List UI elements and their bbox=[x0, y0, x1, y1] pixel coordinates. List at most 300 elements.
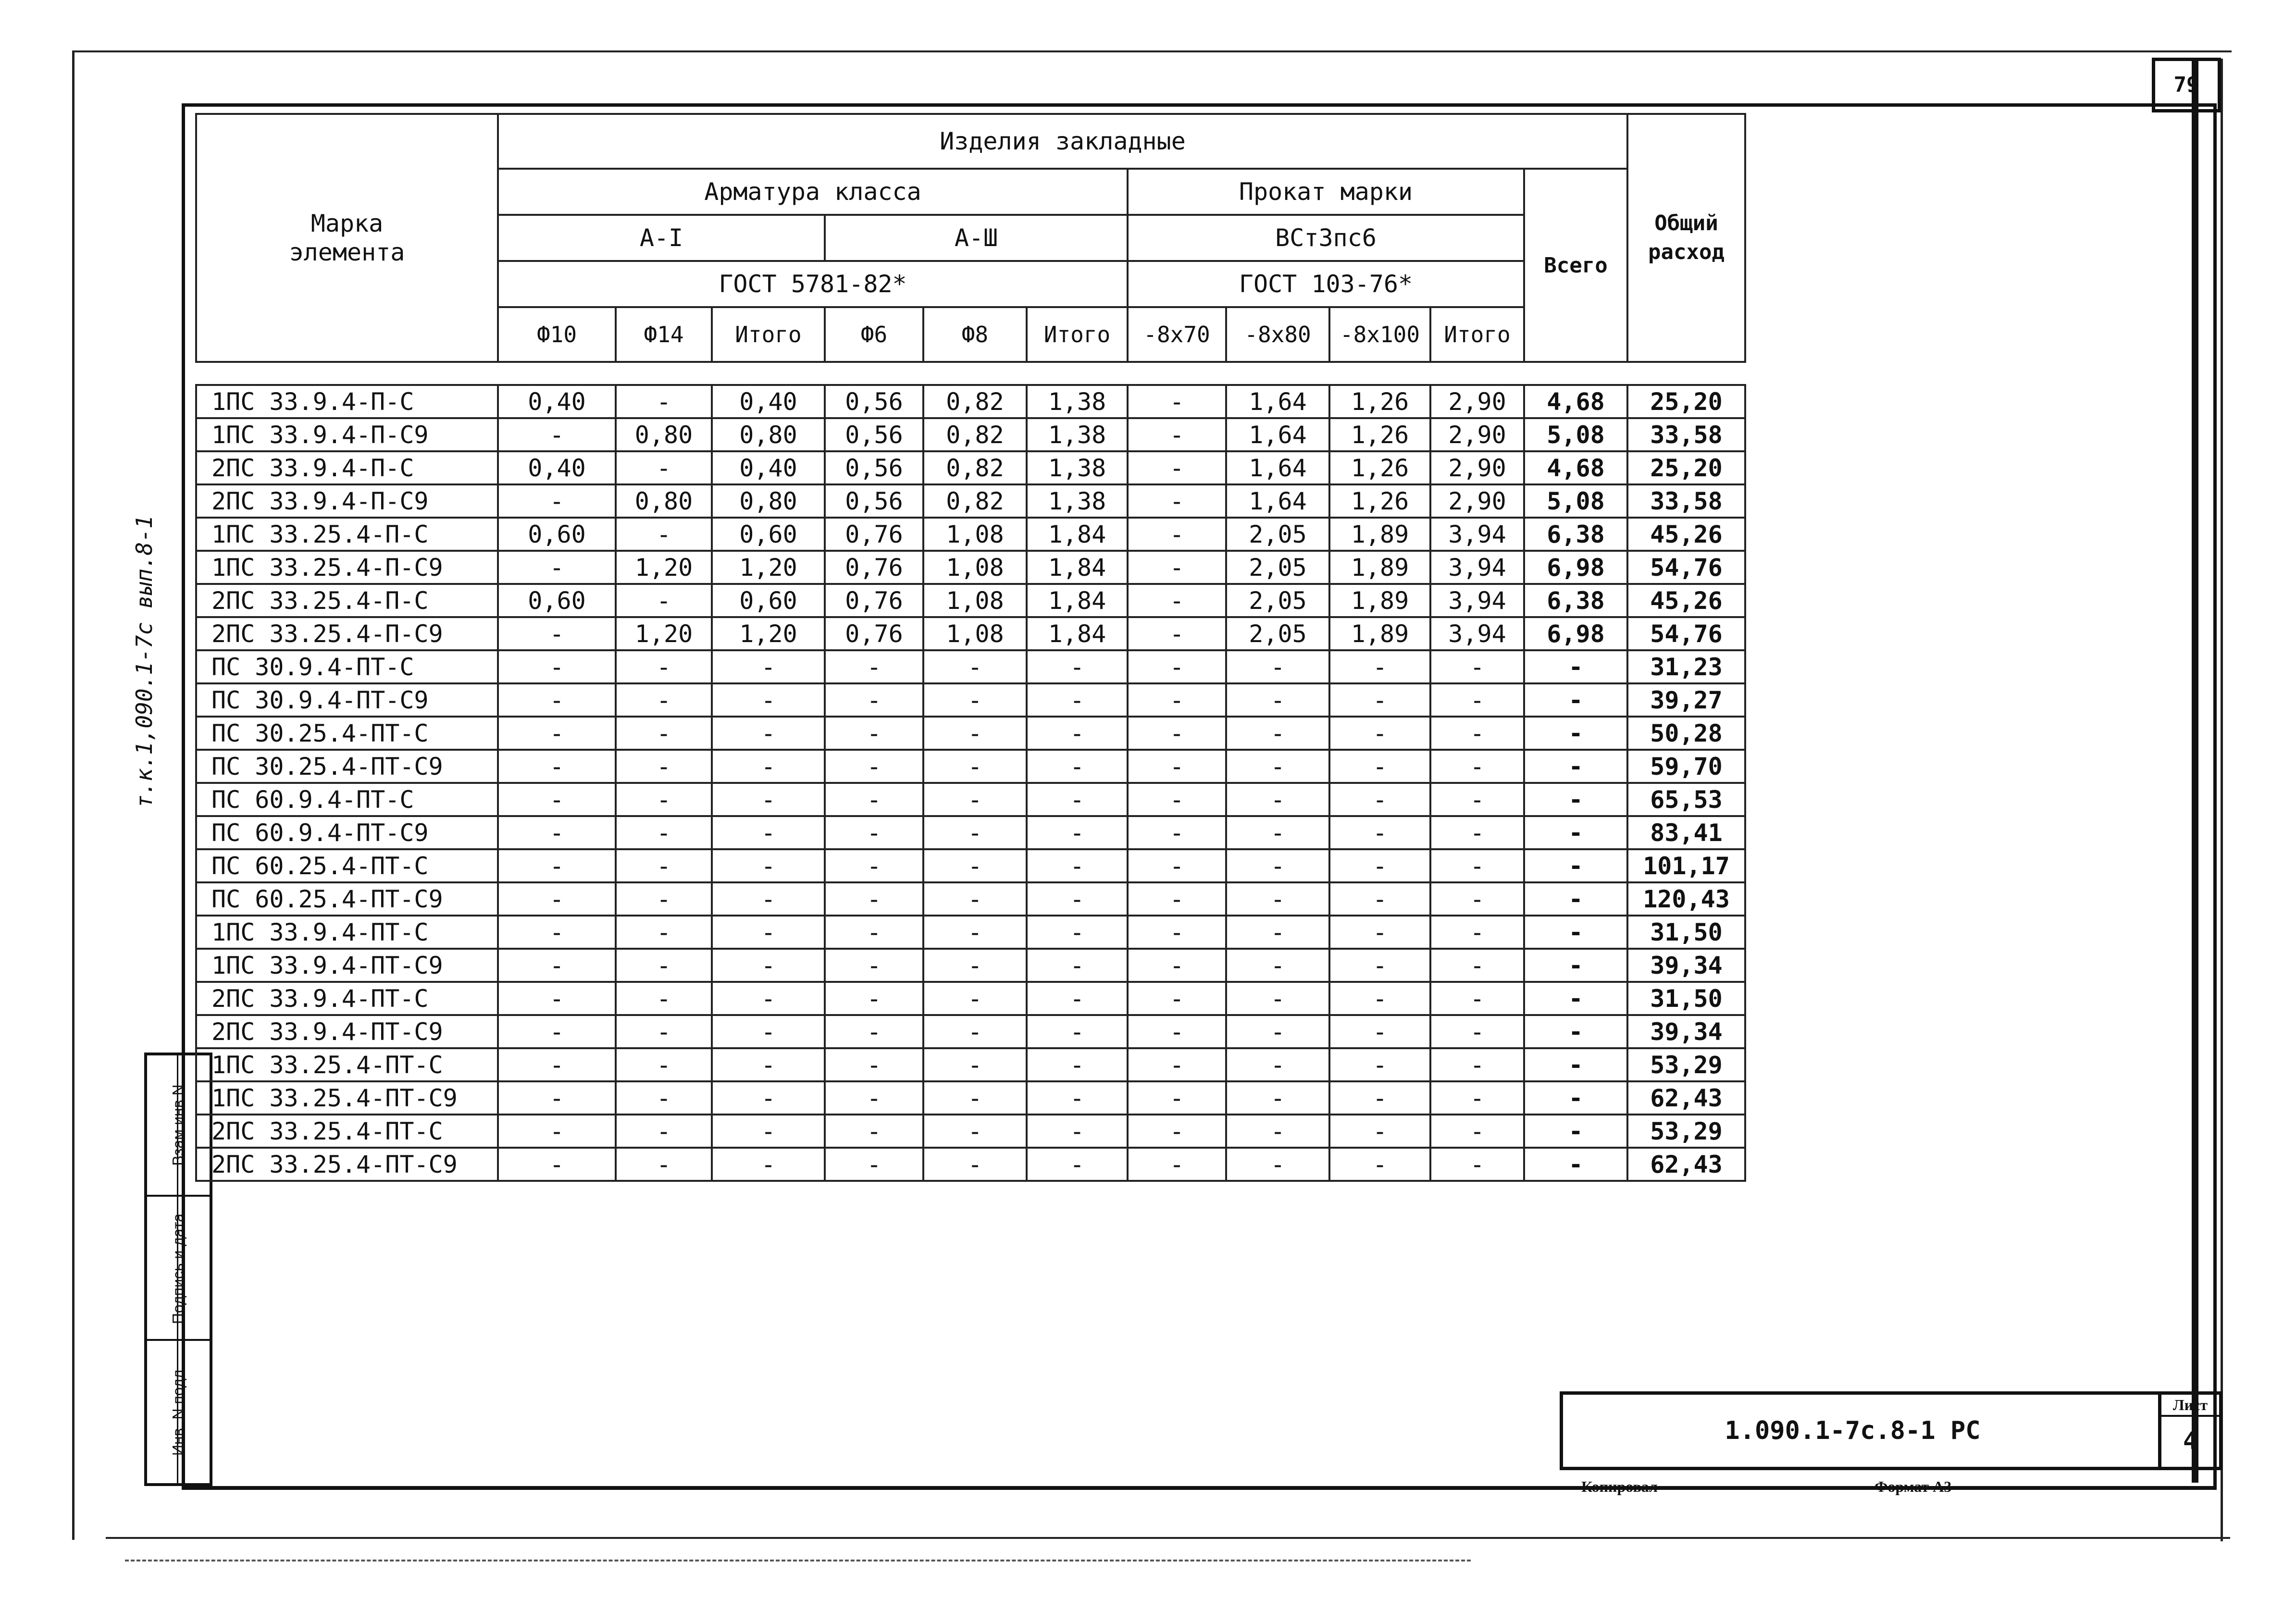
total-cell: 54,76 bbox=[1627, 551, 1745, 584]
value-cell: 0,76 bbox=[825, 551, 923, 584]
steel-header: ВСт3пс6 bbox=[1128, 215, 1524, 261]
total-cell: 62,43 bbox=[1627, 1148, 1745, 1181]
value-cell: - bbox=[712, 1081, 825, 1115]
value-cell: - bbox=[1128, 1048, 1226, 1081]
value-cell: 1,89 bbox=[1329, 584, 1430, 617]
value-cell: 1,64 bbox=[1226, 484, 1329, 518]
value-cell: - bbox=[1128, 1148, 1226, 1181]
value-cell: - bbox=[825, 1081, 923, 1115]
value-cell: - bbox=[1027, 750, 1128, 783]
value-cell: - bbox=[825, 1148, 923, 1181]
table-row bbox=[196, 949, 1745, 982]
value-cell: - bbox=[1329, 816, 1430, 849]
total-cell: 39,34 bbox=[1627, 949, 1745, 982]
column-header: -8x100 bbox=[1329, 307, 1430, 362]
value-cell: - bbox=[923, 1048, 1027, 1081]
value-cell: - bbox=[1329, 717, 1430, 750]
value-cell: - bbox=[923, 683, 1027, 717]
total-cell: 101,17 bbox=[1627, 849, 1745, 882]
value-cell: 1,84 bbox=[1027, 584, 1128, 617]
value-cell: 1,20 bbox=[616, 617, 712, 650]
element-mark-cell: 1ПС 33.9.4-ПТ-С bbox=[196, 916, 498, 949]
value-cell: - bbox=[712, 650, 825, 683]
copied-label: Копировал bbox=[1581, 1478, 1658, 1495]
value-cell: - bbox=[498, 849, 616, 882]
element-mark-cell: ПС 30.25.4-ПТ-С9 bbox=[196, 750, 498, 783]
value-cell: - bbox=[712, 717, 825, 750]
element-mark-cell: ПС 60.25.4-ПТ-С bbox=[196, 849, 498, 882]
element-mark-cell: 2ПС 33.25.4-П-С bbox=[196, 584, 498, 617]
vsego-cell: 4,68 bbox=[1524, 385, 1627, 418]
value-cell: - bbox=[1329, 650, 1430, 683]
value-cell: - bbox=[825, 683, 923, 717]
table-row bbox=[196, 385, 1745, 418]
value-cell: - bbox=[498, 717, 616, 750]
element-mark-cell: 1ПС 33.25.4-ПТ-С9 bbox=[196, 1081, 498, 1115]
value-cell: 3,94 bbox=[1430, 617, 1524, 650]
value-cell: - bbox=[1128, 551, 1226, 584]
value-cell: - bbox=[1027, 949, 1128, 982]
element-mark-cell: 2ПС 33.25.4-ПТ-С9 bbox=[196, 1148, 498, 1181]
element-mark-cell: ПС 30.9.4-ПТ-С bbox=[196, 650, 498, 683]
value-cell: - bbox=[1226, 982, 1329, 1015]
table-row bbox=[196, 882, 1745, 916]
value-cell: - bbox=[1128, 584, 1226, 617]
value-cell: - bbox=[1226, 1081, 1329, 1115]
table-row bbox=[196, 1048, 1745, 1081]
total-cell: 31,50 bbox=[1627, 916, 1745, 949]
value-cell: - bbox=[825, 982, 923, 1015]
value-cell: - bbox=[1027, 916, 1128, 949]
value-cell: 1,38 bbox=[1027, 418, 1128, 451]
value-cell: - bbox=[1430, 849, 1524, 882]
value-cell: 1,38 bbox=[1027, 484, 1128, 518]
vsego-cell: - bbox=[1524, 816, 1627, 849]
prokat-header: Прокат марки bbox=[1128, 169, 1524, 215]
value-cell: - bbox=[1329, 949, 1430, 982]
value-cell: 0,76 bbox=[825, 518, 923, 551]
title-block bbox=[1560, 1391, 2222, 1470]
value-cell: - bbox=[1226, 916, 1329, 949]
value-cell: - bbox=[1128, 1015, 1226, 1048]
table-row bbox=[196, 551, 1745, 584]
value-cell: 1,89 bbox=[1329, 518, 1430, 551]
element-mark-cell: 1ПС 33.9.4-ПТ-С9 bbox=[196, 949, 498, 982]
total-cell: 39,27 bbox=[1627, 683, 1745, 717]
value-cell: - bbox=[1128, 882, 1226, 916]
total-cell: 54,76 bbox=[1627, 617, 1745, 650]
value-cell: - bbox=[616, 650, 712, 683]
value-cell: 1,84 bbox=[1027, 518, 1128, 551]
value-cell: - bbox=[1430, 816, 1524, 849]
value-cell: - bbox=[1128, 816, 1226, 849]
stamp-cell: Инв. N подл. bbox=[147, 1339, 210, 1480]
vsego-cell: - bbox=[1524, 683, 1627, 717]
value-cell: - bbox=[1128, 750, 1226, 783]
value-cell: - bbox=[616, 1148, 712, 1181]
value-cell: - bbox=[1027, 650, 1128, 683]
total-cell: 45,26 bbox=[1627, 518, 1745, 551]
frame-right-line bbox=[2221, 59, 2223, 1541]
value-cell: - bbox=[712, 816, 825, 849]
sheet-corner-number: 79 bbox=[2152, 58, 2221, 112]
value-cell: 0,80 bbox=[712, 418, 825, 451]
inner-frame-right-edge bbox=[2192, 60, 2198, 1483]
value-cell: - bbox=[712, 949, 825, 982]
value-cell: - bbox=[1430, 949, 1524, 982]
value-cell: 2,90 bbox=[1430, 451, 1524, 484]
table-row bbox=[196, 484, 1745, 518]
value-cell: - bbox=[498, 617, 616, 650]
total-cell: 53,29 bbox=[1627, 1115, 1745, 1148]
value-cell: - bbox=[616, 882, 712, 916]
value-cell: 3,94 bbox=[1430, 584, 1524, 617]
value-cell: 0,56 bbox=[825, 418, 923, 451]
value-cell: - bbox=[1027, 816, 1128, 849]
total-header: Общий расход bbox=[1627, 114, 1745, 362]
element-mark-cell: ПС 60.9.4-ПТ-С bbox=[196, 783, 498, 816]
value-cell: - bbox=[1430, 783, 1524, 816]
table-row bbox=[196, 916, 1745, 949]
value-cell: - bbox=[1430, 1048, 1524, 1081]
value-cell: - bbox=[616, 1081, 712, 1115]
value-cell: - bbox=[1329, 882, 1430, 916]
value-cell: 1,84 bbox=[1027, 617, 1128, 650]
value-cell: 1,20 bbox=[712, 551, 825, 584]
table-row bbox=[196, 451, 1745, 484]
value-cell: 1,20 bbox=[712, 617, 825, 650]
column-header: Ф14 bbox=[616, 307, 712, 362]
value-cell: - bbox=[616, 949, 712, 982]
value-cell: - bbox=[1226, 1115, 1329, 1148]
value-cell: - bbox=[1329, 1081, 1430, 1115]
value-cell: - bbox=[923, 650, 1027, 683]
vsego-cell: - bbox=[1524, 1115, 1627, 1148]
table-row bbox=[196, 584, 1745, 617]
table-row bbox=[196, 717, 1745, 750]
value-cell: 0,40 bbox=[498, 385, 616, 418]
value-cell: 0,76 bbox=[825, 584, 923, 617]
value-cell: - bbox=[498, 1148, 616, 1181]
value-cell: - bbox=[616, 916, 712, 949]
value-cell: - bbox=[616, 717, 712, 750]
vsego-cell: - bbox=[1524, 1148, 1627, 1181]
value-cell: - bbox=[712, 783, 825, 816]
table-row bbox=[196, 1015, 1745, 1048]
value-cell: - bbox=[1430, 1115, 1524, 1148]
value-cell: - bbox=[825, 849, 923, 882]
value-cell: - bbox=[1128, 783, 1226, 816]
value-cell: 0,80 bbox=[616, 484, 712, 518]
value-cell: - bbox=[1128, 385, 1226, 418]
element-mark-cell: 2ПС 33.25.4-ПТ-С bbox=[196, 1115, 498, 1148]
value-cell: - bbox=[1128, 650, 1226, 683]
value-cell: 1,38 bbox=[1027, 451, 1128, 484]
total-cell: 33,58 bbox=[1627, 484, 1745, 518]
value-cell: - bbox=[923, 1148, 1027, 1181]
element-mark-cell: 1ПС 33.9.4-П-С9 bbox=[196, 418, 498, 451]
value-cell: - bbox=[616, 518, 712, 551]
sheet-number-box bbox=[2158, 1395, 2219, 1467]
value-cell: - bbox=[1027, 717, 1128, 750]
value-cell: - bbox=[498, 783, 616, 816]
element-mark-cell: 1ПС 33.25.4-П-С9 bbox=[196, 551, 498, 584]
value-cell: - bbox=[616, 1048, 712, 1081]
value-cell: 3,94 bbox=[1430, 551, 1524, 584]
value-cell: - bbox=[1430, 982, 1524, 1015]
total-cell: 31,50 bbox=[1627, 982, 1745, 1015]
value-cell: - bbox=[1226, 849, 1329, 882]
value-cell: - bbox=[712, 683, 825, 717]
value-cell: 2,90 bbox=[1430, 418, 1524, 451]
value-cell: - bbox=[1329, 783, 1430, 816]
value-cell: - bbox=[616, 750, 712, 783]
value-cell: 2,90 bbox=[1430, 385, 1524, 418]
value-cell: - bbox=[498, 1115, 616, 1148]
value-cell: - bbox=[825, 916, 923, 949]
value-cell: 1,89 bbox=[1329, 617, 1430, 650]
vsego-header: Всего bbox=[1524, 169, 1627, 362]
value-cell: - bbox=[712, 982, 825, 1015]
sheet-label: Лист bbox=[2161, 1395, 2219, 1417]
column-header: Итого bbox=[712, 307, 825, 362]
value-cell: - bbox=[1027, 683, 1128, 717]
value-cell: - bbox=[1430, 882, 1524, 916]
value-cell: - bbox=[1027, 1081, 1128, 1115]
value-cell: - bbox=[1027, 849, 1128, 882]
value-cell: 0,82 bbox=[923, 484, 1027, 518]
value-cell: - bbox=[498, 418, 616, 451]
value-cell: - bbox=[712, 916, 825, 949]
value-cell: 1,08 bbox=[923, 551, 1027, 584]
value-cell: - bbox=[1329, 849, 1430, 882]
value-cell: - bbox=[616, 816, 712, 849]
value-cell: - bbox=[712, 882, 825, 916]
value-cell: 2,05 bbox=[1226, 551, 1329, 584]
value-cell: - bbox=[825, 783, 923, 816]
value-cell: - bbox=[498, 1081, 616, 1115]
value-cell: - bbox=[923, 717, 1027, 750]
value-cell: - bbox=[825, 1048, 923, 1081]
element-mark-cell: 1ПС 33.25.4-ПТ-С bbox=[196, 1048, 498, 1081]
value-cell: - bbox=[1430, 650, 1524, 683]
column-header: Итого bbox=[1027, 307, 1128, 362]
value-cell: - bbox=[712, 1015, 825, 1048]
table-row bbox=[196, 418, 1745, 451]
value-cell: 1,64 bbox=[1226, 385, 1329, 418]
value-cell: - bbox=[616, 783, 712, 816]
value-cell: - bbox=[1329, 1015, 1430, 1048]
value-cell: - bbox=[825, 1015, 923, 1048]
table-row bbox=[196, 683, 1745, 717]
value-cell: - bbox=[825, 1115, 923, 1148]
vsego-cell: - bbox=[1524, 650, 1627, 683]
value-cell: - bbox=[1128, 484, 1226, 518]
total-cell: 39,34 bbox=[1627, 1015, 1745, 1048]
frame-bottom-line bbox=[106, 1537, 2230, 1539]
value-cell: 0,60 bbox=[712, 518, 825, 551]
value-cell: 1,26 bbox=[1329, 484, 1430, 518]
value-cell: - bbox=[498, 1048, 616, 1081]
vsego-cell: - bbox=[1524, 783, 1627, 816]
element-mark-cell: 2ПС 33.9.4-П-С bbox=[196, 451, 498, 484]
value-cell: - bbox=[1027, 783, 1128, 816]
value-cell: 0,40 bbox=[712, 451, 825, 484]
table-row bbox=[196, 1115, 1745, 1148]
element-mark-cell: 2ПС 33.9.4-П-С9 bbox=[196, 484, 498, 518]
vsego-cell: 6,38 bbox=[1524, 584, 1627, 617]
value-cell: - bbox=[1226, 949, 1329, 982]
vsego-cell: - bbox=[1524, 1015, 1627, 1048]
table-row bbox=[196, 783, 1745, 816]
value-cell: 2,05 bbox=[1226, 518, 1329, 551]
value-cell: - bbox=[1128, 982, 1226, 1015]
element-mark-cell: ПС 60.9.4-ПТ-С9 bbox=[196, 816, 498, 849]
value-cell: - bbox=[1226, 683, 1329, 717]
value-cell: - bbox=[616, 683, 712, 717]
vsego-cell: - bbox=[1524, 916, 1627, 949]
value-cell: - bbox=[1226, 750, 1329, 783]
value-cell: - bbox=[498, 949, 616, 982]
value-cell: 0,60 bbox=[712, 584, 825, 617]
value-cell: 0,82 bbox=[923, 451, 1027, 484]
value-cell: - bbox=[616, 1015, 712, 1048]
table-row bbox=[196, 617, 1745, 650]
value-cell: - bbox=[1329, 750, 1430, 783]
value-cell: - bbox=[1430, 717, 1524, 750]
value-cell: - bbox=[1430, 916, 1524, 949]
vsego-cell: - bbox=[1524, 1081, 1627, 1115]
value-cell: - bbox=[1027, 982, 1128, 1015]
value-cell: - bbox=[498, 484, 616, 518]
value-cell: 1,20 bbox=[616, 551, 712, 584]
side-note-text: т.к.1,090.1-7с вып.8-1 bbox=[131, 515, 157, 808]
total-cell: 120,43 bbox=[1627, 882, 1745, 916]
mark-header: Марка элемента bbox=[196, 114, 498, 362]
value-cell: 0,56 bbox=[825, 484, 923, 518]
value-cell: - bbox=[498, 816, 616, 849]
value-cell: - bbox=[825, 816, 923, 849]
value-cell: - bbox=[1226, 650, 1329, 683]
value-cell: - bbox=[1430, 683, 1524, 717]
column-header: Ф6 bbox=[825, 307, 923, 362]
total-cell: 31,23 bbox=[1627, 650, 1745, 683]
class-a3-header: А-Ш bbox=[825, 215, 1128, 261]
value-cell: 2,05 bbox=[1226, 617, 1329, 650]
vsego-cell: - bbox=[1524, 949, 1627, 982]
total-cell: 65,53 bbox=[1627, 783, 1745, 816]
sheet-number: 4 bbox=[2183, 1427, 2198, 1455]
column-header: -8x70 bbox=[1128, 307, 1226, 362]
table-row bbox=[196, 982, 1745, 1015]
value-cell: 2,90 bbox=[1430, 484, 1524, 518]
table-row bbox=[196, 1081, 1745, 1115]
stamp-cell: Взам.инв.N bbox=[169, 1084, 187, 1166]
column-header: Итого bbox=[1430, 307, 1524, 362]
value-cell: 0,82 bbox=[923, 385, 1027, 418]
total-cell: 59,70 bbox=[1627, 750, 1745, 783]
value-cell: - bbox=[1430, 1081, 1524, 1115]
spacer-row bbox=[196, 362, 1745, 385]
vsego-cell: 4,68 bbox=[1524, 451, 1627, 484]
value-cell: - bbox=[712, 1148, 825, 1181]
element-mark-cell: ПС 30.25.4-ПТ-С bbox=[196, 717, 498, 750]
value-cell: - bbox=[1329, 916, 1430, 949]
vsego-cell: 5,08 bbox=[1524, 418, 1627, 451]
value-cell: - bbox=[1430, 1015, 1524, 1048]
value-cell: - bbox=[1128, 1081, 1226, 1115]
value-cell: - bbox=[498, 982, 616, 1015]
value-cell: - bbox=[923, 982, 1027, 1015]
value-cell: - bbox=[712, 1048, 825, 1081]
value-cell: - bbox=[923, 750, 1027, 783]
value-cell: 1,26 bbox=[1329, 451, 1430, 484]
vsego-cell: 6,98 bbox=[1524, 551, 1627, 584]
element-mark-cell: ПС 60.25.4-ПТ-С9 bbox=[196, 882, 498, 916]
value-cell: - bbox=[923, 882, 1027, 916]
value-cell: 2,05 bbox=[1226, 584, 1329, 617]
gost-armatura-header: ГОСТ 5781-82* bbox=[498, 261, 1128, 307]
value-cell: - bbox=[1128, 949, 1226, 982]
value-cell: - bbox=[1226, 1015, 1329, 1048]
value-cell: - bbox=[1226, 717, 1329, 750]
value-cell: 1,08 bbox=[923, 584, 1027, 617]
value-cell: 0,76 bbox=[825, 617, 923, 650]
table-row bbox=[196, 518, 1745, 551]
value-cell: - bbox=[1329, 1048, 1430, 1081]
value-cell: 0,82 bbox=[923, 418, 1027, 451]
value-cell: - bbox=[1226, 816, 1329, 849]
value-cell: - bbox=[825, 650, 923, 683]
total-cell: 50,28 bbox=[1627, 717, 1745, 750]
value-cell: - bbox=[1226, 882, 1329, 916]
total-cell: 53,29 bbox=[1627, 1048, 1745, 1081]
value-cell: - bbox=[1027, 1048, 1128, 1081]
value-cell: - bbox=[616, 451, 712, 484]
element-mark-cell: 1ПС 33.25.4-П-С bbox=[196, 518, 498, 551]
value-cell: 1,64 bbox=[1226, 418, 1329, 451]
value-cell: - bbox=[1430, 1148, 1524, 1181]
format-label: Формат А3 bbox=[1874, 1478, 1952, 1495]
value-cell: 1,26 bbox=[1329, 385, 1430, 418]
value-cell: - bbox=[498, 916, 616, 949]
value-cell: - bbox=[1329, 1148, 1430, 1181]
value-cell: - bbox=[498, 683, 616, 717]
value-cell: - bbox=[1128, 683, 1226, 717]
vsego-cell: - bbox=[1524, 750, 1627, 783]
value-cell: - bbox=[616, 385, 712, 418]
value-cell: - bbox=[1027, 1115, 1128, 1148]
value-cell: 0,40 bbox=[498, 451, 616, 484]
value-cell: - bbox=[1128, 916, 1226, 949]
value-cell: - bbox=[923, 1115, 1027, 1148]
value-cell: - bbox=[1128, 518, 1226, 551]
value-cell: 0,80 bbox=[616, 418, 712, 451]
value-cell: - bbox=[1128, 1115, 1226, 1148]
gost-prokat-header: ГОСТ 103-76* bbox=[1128, 261, 1524, 307]
value-cell: - bbox=[1128, 418, 1226, 451]
value-cell: - bbox=[1430, 750, 1524, 783]
value-cell: 1,84 bbox=[1027, 551, 1128, 584]
value-cell: 1,08 bbox=[923, 617, 1027, 650]
column-header: -8x80 bbox=[1226, 307, 1329, 362]
value-cell: - bbox=[712, 750, 825, 783]
value-cell: - bbox=[1128, 617, 1226, 650]
vsego-cell: 5,08 bbox=[1524, 484, 1627, 518]
value-cell: 0,60 bbox=[498, 584, 616, 617]
element-mark-cell: ПС 30.9.4-ПТ-С9 bbox=[196, 683, 498, 717]
element-mark-cell: 2ПС 33.9.4-ПТ-С9 bbox=[196, 1015, 498, 1048]
